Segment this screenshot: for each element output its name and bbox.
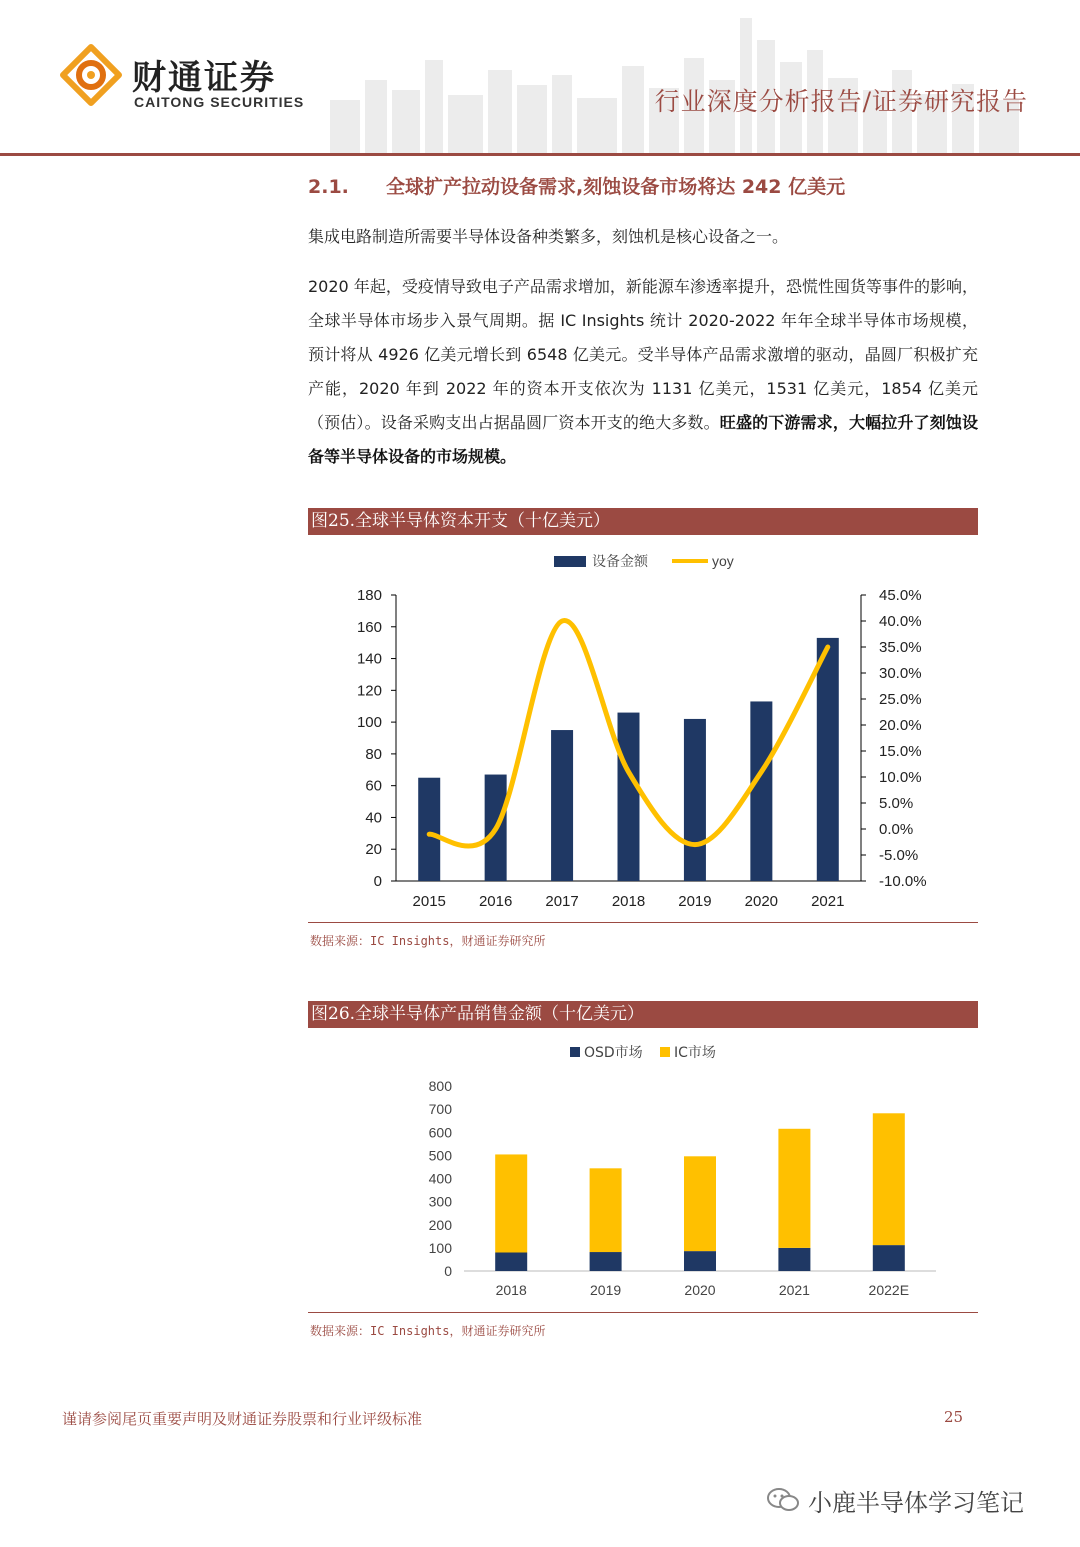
right-tick-label: 20.0% xyxy=(879,717,922,734)
right-tick-label: 15.0% xyxy=(879,743,922,760)
legend-swatch-ic xyxy=(660,1047,670,1057)
bar xyxy=(817,638,839,881)
x-tick-label: 2021 xyxy=(778,1282,810,1298)
wechat-watermark xyxy=(766,1480,1024,1520)
x-tick-label: 2019 xyxy=(678,893,712,910)
x-tick-label: 2020 xyxy=(744,893,779,910)
bar-osd xyxy=(684,1251,716,1271)
legend-swatch-osd xyxy=(570,1047,580,1057)
x-tick-label: 2015 xyxy=(412,893,446,910)
bar-ic xyxy=(684,1156,716,1251)
section-heading xyxy=(308,170,978,204)
sales-chart xyxy=(308,1033,978,1307)
right-tick-label: 0.0% xyxy=(879,821,914,838)
paragraph-1: 集成电路制造所需要半导体设备种类繁多，刻蚀机是核心设备之一。 xyxy=(308,227,789,246)
left-tick-label: 140 xyxy=(356,650,382,668)
bar xyxy=(418,778,440,881)
left-tick-label: 40 xyxy=(365,809,382,827)
figure-26-title: 图26.全球半导体产品销售金额（十亿美元） xyxy=(311,1004,645,1024)
x-tick-label: 2019 xyxy=(590,1282,622,1298)
figure-26-bottom-rule xyxy=(308,1312,978,1313)
figure-25-source: 数据来源：IC Insights，财通证券研究所 xyxy=(310,934,546,948)
caitong-logo-icon xyxy=(60,44,122,106)
left-tick-label: 180 xyxy=(356,587,382,604)
paragraph-2-text: 2020 年起，受疫情导致电子产品需求增加，新能源车渗透率提升，恐慌性囤货等事件的影响，全球半导体市场步入景气周期。据 IC Insights 统计 2020-2022 年年全球半导体市场规模，预计将从 4926 亿美元增长到 6548 亿美元。受半导体产品需求激增的驱动，晶圆厂积极扩充产能，2020 年到 2022 年的资本开支依次为 1131 亿美元，1531 亿美元，1854 亿美元（预估）。设备采购支出占据晶圆厂资本开支的绝大多数。 xyxy=(308,277,978,432)
right-tick-label: 30.0% xyxy=(879,665,922,682)
capex-chart xyxy=(308,540,978,918)
bar xyxy=(551,730,573,881)
bar-ic xyxy=(590,1168,622,1252)
x-tick-label: 2022E xyxy=(868,1282,910,1298)
legend-label-bar: 设备金额 xyxy=(592,554,648,570)
bar-osd xyxy=(778,1248,810,1271)
figure-25-bottom-rule xyxy=(308,922,978,923)
section-number: 2.1. xyxy=(308,176,349,198)
bar-ic xyxy=(778,1129,810,1248)
legend-label-ic: IC市场 xyxy=(674,1045,716,1061)
bar xyxy=(618,713,640,881)
x-tick-label: 2017 xyxy=(545,893,579,910)
logo-english-name: CAITONG SECURITIES xyxy=(134,94,305,110)
y-tick-label: 700 xyxy=(428,1101,452,1118)
bar-osd xyxy=(873,1245,905,1271)
y-tick-label: 600 xyxy=(428,1124,452,1141)
left-tick-label: 60 xyxy=(365,777,382,795)
wechat-icon xyxy=(766,1486,800,1514)
figure-26-title-bar xyxy=(308,1001,978,1028)
left-tick-label: 20 xyxy=(365,841,382,859)
figure-25-title-bar xyxy=(308,508,978,535)
bar-osd xyxy=(590,1252,622,1271)
y-tick-label: 100 xyxy=(428,1239,452,1256)
y-tick-label: 500 xyxy=(428,1147,452,1164)
bar-ic xyxy=(495,1154,527,1252)
logo-chinese-name: 财通证券 xyxy=(132,58,276,98)
bar-osd xyxy=(495,1253,527,1272)
bar-ic xyxy=(873,1113,905,1245)
x-tick-label: 2018 xyxy=(611,893,646,910)
paragraph-2 xyxy=(308,270,978,474)
x-tick-label: 2016 xyxy=(478,893,513,910)
right-tick-label: 40.0% xyxy=(879,613,922,630)
page-number: 25 xyxy=(944,1408,964,1426)
right-tick-label: 45.0% xyxy=(879,587,922,604)
right-tick-label: 5.0% xyxy=(879,795,914,812)
legend-swatch-bar xyxy=(554,556,586,567)
x-tick-label: 2021 xyxy=(811,893,845,910)
x-tick-label: 2018 xyxy=(495,1282,527,1298)
y-tick-label: 0 xyxy=(444,1263,452,1279)
left-tick-label: 120 xyxy=(356,682,382,700)
figure-25-title: 图25.全球半导体资本开支（十亿美元） xyxy=(311,511,611,531)
y-tick-label: 800 xyxy=(428,1078,452,1094)
y-tick-label: 400 xyxy=(428,1170,452,1187)
y-tick-label: 300 xyxy=(428,1193,452,1210)
x-tick-label: 2020 xyxy=(684,1282,716,1298)
paragraph-2-emphasis: 旺盛的下游需求，大幅拉升了刻蚀设备等半导体设备的市场规模。 xyxy=(308,413,978,466)
section-title-text: 全球扩产拉动设备需求,刻蚀设备市场将达 242 亿美元 xyxy=(386,176,846,198)
footer-disclaimer: 谨请参阅尾页重要声明及财通证券股票和行业评级标准 xyxy=(62,1410,423,1428)
legend-label-line: yoy xyxy=(712,553,734,569)
right-tick-label: -10.0% xyxy=(879,873,927,890)
left-tick-label: 0 xyxy=(373,873,382,890)
page-header xyxy=(0,0,1080,160)
left-tick-label: 100 xyxy=(356,714,382,732)
header-divider xyxy=(0,153,1080,156)
right-tick-label: -5.0% xyxy=(879,847,919,864)
bar xyxy=(750,701,772,881)
right-tick-label: 35.0% xyxy=(879,639,922,656)
left-tick-label: 160 xyxy=(356,618,382,636)
legend-label-osd: OSD市场 xyxy=(584,1045,643,1061)
left-tick-label: 80 xyxy=(365,745,382,763)
report-type-label: 行业深度分析报告/证券研究报告 xyxy=(654,87,1028,116)
right-tick-label: 10.0% xyxy=(879,769,922,786)
figure-26-source: 数据来源：IC Insights，财通证券研究所 xyxy=(310,1324,546,1338)
y-tick-label: 200 xyxy=(428,1216,452,1233)
bar xyxy=(684,719,706,881)
wechat-account-name: 小鹿半导体学习笔记 xyxy=(808,1488,1024,1517)
right-tick-label: 25.0% xyxy=(879,691,922,708)
